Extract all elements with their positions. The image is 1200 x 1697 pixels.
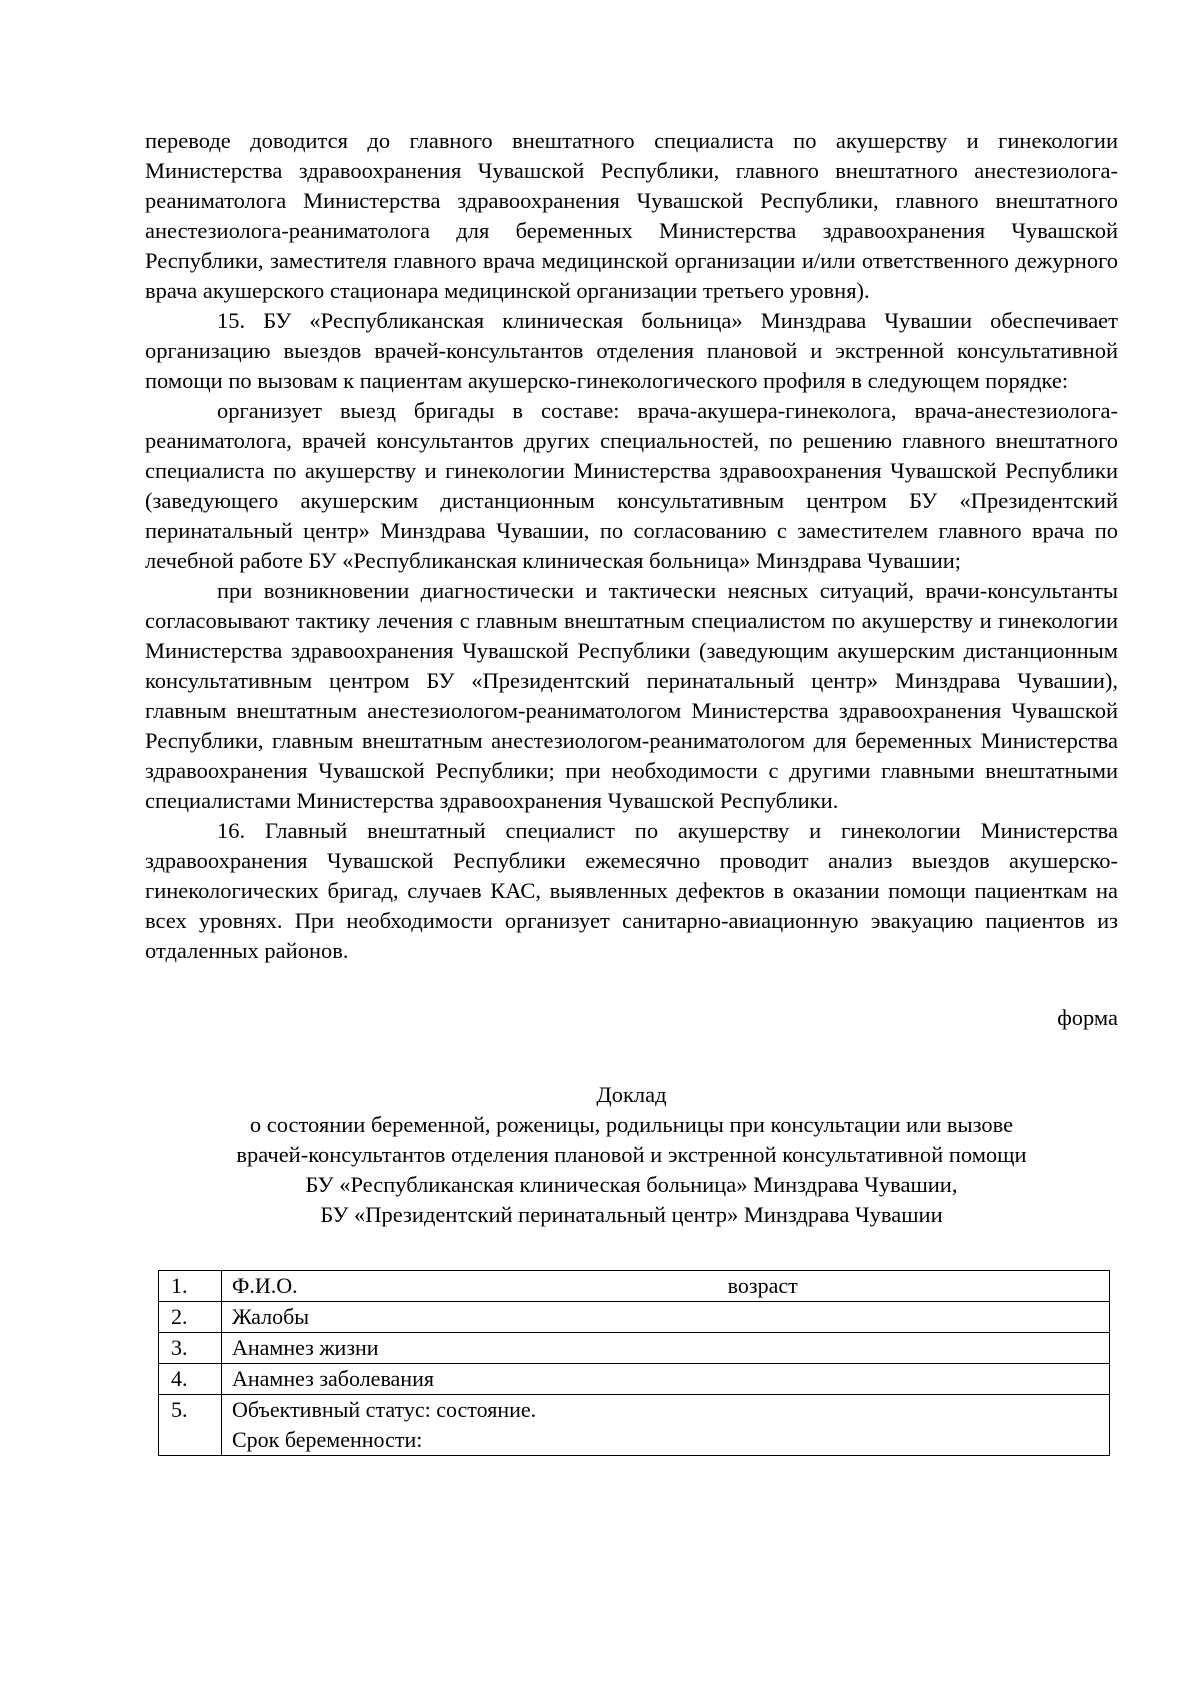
row-number: 2.	[159, 1302, 222, 1333]
objective-status-label: Объективный статус: состояние.	[232, 1397, 537, 1422]
report-title-block	[145, 1080, 1118, 1230]
pregnancy-term-label: Срок беременности:	[232, 1427, 423, 1452]
disease-anamnesis-label: Анамнез заболевания	[222, 1364, 1110, 1395]
row-number: 3.	[159, 1333, 222, 1364]
life-anamnesis-label: Анамнез жизни	[222, 1333, 1110, 1364]
row-number: 1.	[159, 1271, 222, 1302]
paragraph-unclear-situations: при возникновении диагностически и тактически неясных ситуаций, врачи-консультанты согласовывают тактику лечения с главным внештатным специалистом по акушерству и гинекологии Министерства здравоохранения Чувашской Республики (заведующим акушерским дистанционным консультативным центром БУ «Президентский перинатальный центр» Минздрава Чувашии), главным внештатным анестезиологом-реаниматологом Министерства здравоохранения Чувашской Республики, главным внештатным анестезиологом-реаниматологом для беременных Министерства здравоохранения Чувашской Республики; при необходимости с другими главными внештатными специалистами Министерства здравоохранения Чувашской Республики.	[145, 578, 1118, 813]
report-form-table	[158, 1270, 1110, 1456]
row-cell	[222, 1271, 1110, 1302]
report-subtitle-line-4: БУ «Президентский перинатальный центр» Минздрава Чувашии	[320, 1202, 943, 1227]
row-cell	[222, 1395, 1110, 1456]
fio-label: Ф.И.О.	[232, 1273, 298, 1298]
paragraph-item-15: 15. БУ «Республиканская клиническая больница» Минздрава Чувашии обеспечивает организацию выездов врачей-консультантов отделения плановой и экстренной консультативной помощи по вызовам к пациентам акушерско-гинекологического профиля в следующем порядке:	[145, 308, 1118, 393]
table-row	[159, 1333, 1110, 1364]
table-row	[159, 1395, 1110, 1456]
table-row	[159, 1271, 1110, 1302]
paragraph-brigade: организует выезд бригады в составе: врача-акушера-гинеколога, врача-анестезиолога-реаниматолога, врачей консультантов других специальностей, по решению главного внештатного специалиста по акушерству и гинекологии Министерства здравоохранения Чувашской Республики (заведующего акушерским дистанционным консультативным центром БУ «Президентский перинатальный центр» Минздрава Чувашии, по согласованию с заместителем главного врача по лечебной работе БУ «Республиканская клиническая больница» Минздрава Чувашии;	[145, 398, 1118, 573]
complaints-label: Жалобы	[222, 1302, 1110, 1333]
table-row	[159, 1364, 1110, 1395]
report-subtitle-line-2: врачей-консультантов отделения плановой и экстренной консультативной помощи	[236, 1142, 1027, 1167]
age-label: возраст	[727, 1273, 798, 1298]
form-label: форма	[1057, 1005, 1118, 1030]
row-number: 5.	[159, 1395, 222, 1456]
row-number: 4.	[159, 1364, 222, 1395]
report-title: Доклад	[596, 1082, 667, 1107]
paragraph-item-16: 16. Главный внештатный специалист по акушерству и гинекологии Министерства здравоохранения Чувашской Республики ежемесячно проводит анализ выездов акушерско-гинекологических бригад, случаев КАС, выявленных дефектов в оказании помощи пациенткам на всех уровнях. При необходимости организует санитарно-авиационную эвакуацию пациентов из отдаленных районов.	[145, 818, 1118, 963]
report-subtitle-line-3: БУ «Республиканская клиническая больница» Минздрава Чувашии,	[305, 1172, 958, 1197]
table-row	[159, 1302, 1110, 1333]
paragraph-continuation: переводе доводится до главного внештатного специалиста по акушерству и гинекологии Министерства здравоохранения Чувашской Республики, главного внештатного анестезиолога-реаниматолога Министерства здравоохранения Чувашской Республики, главного внештатного анестезиолога-реаниматолога для беременных Министерства здравоохранения Чувашской Республики, заместителя главного врача медицинской организации и/или ответственного дежурного врача акушерского стационара медицинской организации третьего уровня).	[145, 128, 1118, 303]
report-subtitle-line-1: о состоянии беременной, роженицы, родильницы при консультации или вызове	[249, 1112, 1014, 1137]
